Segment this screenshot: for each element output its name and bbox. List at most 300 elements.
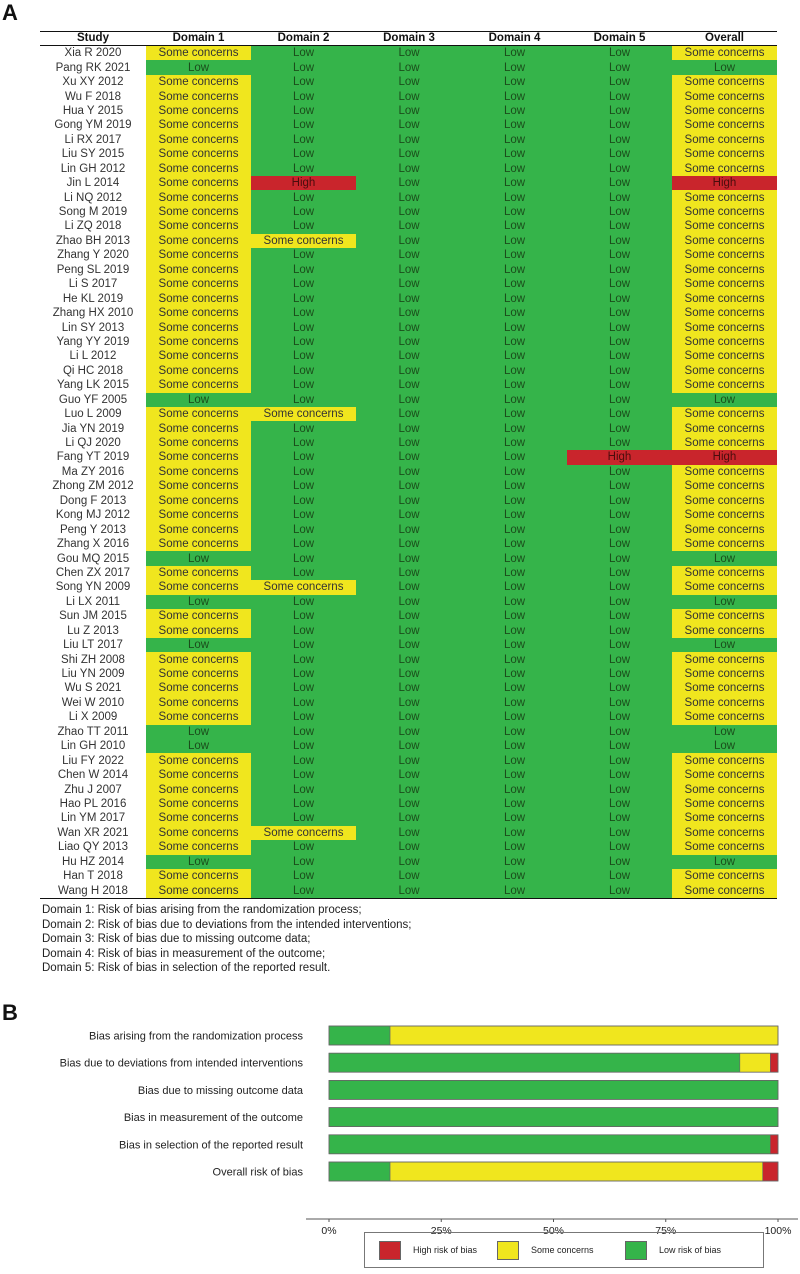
judgement-domain-5: Low — [567, 840, 672, 854]
header-domain-3: Domain 3 — [356, 32, 462, 46]
study-name: Liu YN 2009 — [61, 668, 125, 681]
judgement-domain-1: Low — [146, 551, 251, 565]
judgement-domain-4: Low — [462, 782, 567, 796]
judgement-domain-3: Low — [356, 147, 462, 161]
judgement-domain-3: Low — [356, 89, 462, 103]
judgement-domain-2: Low — [251, 494, 356, 508]
judgement-domain-3: Low — [356, 508, 462, 522]
category-label: Bias arising from the randomization process — [89, 1030, 303, 1043]
judgement-domain-1: Some concerns — [146, 768, 251, 782]
judgement-domain-4: Low — [462, 378, 567, 392]
judgement-domain-3: Low — [356, 595, 462, 609]
judgement-domain-5: Low — [567, 696, 672, 710]
judgement-overall: Low — [672, 855, 777, 869]
bar-segment-high — [770, 1135, 778, 1154]
table-row — [40, 494, 777, 508]
study-name: Song YN 2009 — [55, 581, 131, 594]
study-name: Qi HC 2018 — [62, 364, 124, 377]
table-row — [40, 291, 777, 305]
judgement-domain-4: Low — [462, 364, 567, 378]
judgement-domain-4: Low — [462, 450, 567, 464]
judgement-domain-5: Low — [567, 104, 672, 118]
table-row — [40, 681, 777, 695]
table-row — [40, 753, 777, 767]
study-name: Wu S 2021 — [64, 682, 122, 695]
study-name: Yang LK 2015 — [56, 379, 130, 392]
judgement-domain-1: Some concerns — [146, 450, 251, 464]
judgement-domain-5: Low — [567, 551, 672, 565]
x-tick-label: 100% — [764, 1225, 792, 1237]
domain-notes — [42, 903, 411, 976]
study-name: Xu XY 2012 — [62, 76, 124, 89]
judgement-domain-2: Low — [251, 739, 356, 753]
table-row — [40, 797, 777, 811]
table-row — [40, 393, 777, 407]
table-row — [40, 450, 777, 464]
judgement-domain-1: Some concerns — [146, 580, 251, 594]
judgement-domain-1: Some concerns — [146, 306, 251, 320]
table-row — [40, 60, 777, 74]
judgement-domain-5: Low — [567, 782, 672, 796]
study-name: Lin GH 2010 — [60, 740, 126, 753]
judgement-domain-4: Low — [462, 75, 567, 89]
judgement-domain-3: Low — [356, 133, 462, 147]
judgement-domain-4: Low — [462, 89, 567, 103]
judgement-domain-5: Low — [567, 349, 672, 363]
judgement-domain-4: Low — [462, 840, 567, 854]
table-row — [40, 566, 777, 580]
study-name: Li L 2012 — [69, 350, 117, 363]
table-row — [40, 162, 777, 176]
judgement-domain-5: Low — [567, 479, 672, 493]
judgement-overall: Some concerns — [672, 624, 777, 638]
study-name: Li QJ 2020 — [65, 437, 121, 450]
judgement-domain-3: Low — [356, 725, 462, 739]
domain-note-2: Domain 2: Risk of bias due to deviations from the intended interventions; — [42, 918, 412, 931]
judgement-overall: Some concerns — [672, 219, 777, 233]
judgement-domain-5: Low — [567, 595, 672, 609]
bar-segment-low — [329, 1108, 778, 1127]
judgement-overall: Some concerns — [672, 263, 777, 277]
judgement-domain-2: Low — [251, 652, 356, 666]
judgement-overall: Some concerns — [672, 753, 777, 767]
study-name: Wang H 2018 — [40, 883, 146, 898]
domain-note-4: Domain 4: Risk of bias in measurement of the outcome; — [42, 947, 326, 960]
judgement-domain-3: Low — [356, 104, 462, 118]
judgement-domain-2: Low — [251, 811, 356, 825]
judgement-domain-1: Some concerns — [146, 219, 251, 233]
judgement-domain-3: Low — [356, 335, 462, 349]
judgement-overall: Some concerns — [672, 306, 777, 320]
study-name: Sun JM 2015 — [59, 610, 127, 623]
study-name: Li RX 2017 — [64, 133, 122, 146]
judgement-domain-3: Low — [356, 883, 462, 898]
judgement-domain-2: Some concerns — [251, 826, 356, 840]
judgement-domain-3: Low — [356, 753, 462, 767]
judgement-domain-2: Low — [251, 335, 356, 349]
judgement-domain-1: Some concerns — [146, 291, 251, 305]
table-row — [40, 595, 777, 609]
judgement-domain-2: Low — [251, 349, 356, 363]
judgement-domain-5: Low — [567, 797, 672, 811]
judgement-domain-4: Low — [462, 883, 567, 898]
judgement-domain-5: Low — [567, 609, 672, 623]
judgement-domain-5: Low — [567, 826, 672, 840]
judgement-domain-2: Low — [251, 60, 356, 74]
judgement-domain-1: Some concerns — [146, 133, 251, 147]
judgement-domain-4: Low — [462, 407, 567, 421]
judgement-domain-3: Low — [356, 205, 462, 219]
table-row — [40, 176, 777, 190]
table-row — [40, 580, 777, 594]
judgement-domain-3: Low — [356, 551, 462, 565]
judgement-domain-5: Low — [567, 768, 672, 782]
table-row — [40, 104, 777, 118]
judgement-domain-2: Low — [251, 291, 356, 305]
judgement-domain-4: Low — [462, 667, 567, 681]
judgement-domain-4: Low — [462, 104, 567, 118]
judgement-overall: Low — [672, 595, 777, 609]
judgement-domain-3: Low — [356, 436, 462, 450]
judgement-overall: Some concerns — [672, 826, 777, 840]
table-row — [40, 696, 777, 710]
study-name: Zhu J 2007 — [64, 783, 122, 796]
bar-segment-low — [329, 1026, 390, 1045]
judgement-domain-3: Low — [356, 320, 462, 334]
judgement-domain-5: Low — [567, 335, 672, 349]
judgement-domain-5: Low — [567, 508, 672, 522]
judgement-overall: Some concerns — [672, 667, 777, 681]
study-name: Guo YF 2005 — [58, 393, 128, 406]
judgement-domain-4: Low — [462, 190, 567, 204]
judgement-domain-4: Low — [462, 609, 567, 623]
panel-b-label: B — [2, 1000, 18, 1025]
judgement-overall: Some concerns — [672, 465, 777, 479]
judgement-domain-3: Low — [356, 162, 462, 176]
table-row — [40, 421, 777, 435]
table-row — [40, 118, 777, 132]
judgement-domain-2: Some concerns — [251, 580, 356, 594]
judgement-overall: Some concerns — [672, 46, 777, 61]
judgement-domain-1: Some concerns — [146, 522, 251, 536]
judgement-overall: Low — [672, 551, 777, 565]
judgement-domain-3: Low — [356, 681, 462, 695]
judgement-domain-4: Low — [462, 508, 567, 522]
table-row — [40, 479, 777, 493]
judgement-domain-2: Low — [251, 566, 356, 580]
judgement-domain-3: Low — [356, 522, 462, 536]
study-name: Zhang Y 2020 — [57, 249, 129, 262]
study-name: Zhao TT 2011 — [57, 725, 129, 738]
judgement-domain-3: Low — [356, 537, 462, 551]
table-row — [40, 407, 777, 421]
study-name: Lin YM 2017 — [60, 812, 126, 825]
judgement-overall: Some concerns — [672, 162, 777, 176]
judgement-overall: Some concerns — [672, 652, 777, 666]
judgement-domain-2: Low — [251, 551, 356, 565]
judgement-overall: Some concerns — [672, 479, 777, 493]
judgement-domain-1: Some concerns — [146, 494, 251, 508]
judgement-overall: Some concerns — [672, 89, 777, 103]
header-domain-1: Domain 1 — [146, 32, 251, 46]
judgement-domain-5: Low — [567, 75, 672, 89]
table-row — [40, 205, 777, 219]
judgement-domain-5: Low — [567, 190, 672, 204]
legend-label-low: Low risk of bias — [659, 1245, 722, 1255]
table-row — [40, 725, 777, 739]
judgement-domain-4: Low — [462, 537, 567, 551]
judgement-domain-2: Low — [251, 609, 356, 623]
judgement-domain-3: Low — [356, 219, 462, 233]
judgement-domain-1: Some concerns — [146, 869, 251, 883]
study-name: Luo L 2009 — [64, 408, 122, 421]
header-domain-4: Domain 4 — [462, 32, 567, 46]
judgement-domain-3: Low — [356, 826, 462, 840]
judgement-domain-4: Low — [462, 479, 567, 493]
judgement-domain-1: Low — [146, 595, 251, 609]
judgement-overall: Low — [672, 638, 777, 652]
category-label: Bias in selection of the reported result — [118, 1139, 303, 1152]
judgement-domain-4: Low — [462, 393, 567, 407]
judgement-domain-4: Low — [462, 436, 567, 450]
judgement-domain-2: Low — [251, 696, 356, 710]
judgement-domain-3: Low — [356, 176, 462, 190]
judgement-domain-5: Low — [567, 624, 672, 638]
study-name: Li NQ 2012 — [63, 191, 123, 204]
study-name: Jin L 2014 — [66, 177, 120, 190]
judgement-domain-2: Low — [251, 393, 356, 407]
judgement-domain-3: Low — [356, 811, 462, 825]
study-name: Ma ZY 2016 — [61, 465, 125, 478]
table-row — [40, 263, 777, 277]
study-name: Liu SY 2015 — [61, 148, 125, 161]
study-name: Peng Y 2013 — [59, 523, 127, 536]
judgement-overall: Some concerns — [672, 609, 777, 623]
judgement-overall: Some concerns — [672, 508, 777, 522]
table-row — [40, 739, 777, 753]
judgement-domain-4: Low — [462, 725, 567, 739]
judgement-domain-4: Low — [462, 652, 567, 666]
legend-label-some: Some concerns — [531, 1245, 594, 1255]
study-name: Jia YN 2019 — [61, 422, 125, 435]
header-overall: Overall — [672, 32, 777, 46]
judgement-domain-4: Low — [462, 739, 567, 753]
judgement-overall: Some concerns — [672, 869, 777, 883]
judgement-domain-1: Some concerns — [146, 826, 251, 840]
table-row — [40, 89, 777, 103]
judgement-domain-3: Low — [356, 378, 462, 392]
judgement-domain-1: Some concerns — [146, 46, 251, 61]
judgement-domain-1: Some concerns — [146, 349, 251, 363]
judgement-domain-1: Some concerns — [146, 566, 251, 580]
judgement-domain-5: Low — [567, 378, 672, 392]
table-row — [40, 133, 777, 147]
judgement-domain-3: Low — [356, 739, 462, 753]
judgement-domain-3: Low — [356, 248, 462, 262]
judgement-domain-1: Some concerns — [146, 335, 251, 349]
judgement-domain-3: Low — [356, 364, 462, 378]
judgement-domain-2: Low — [251, 104, 356, 118]
judgement-domain-5: Low — [567, 306, 672, 320]
x-tick-label: 0% — [321, 1225, 337, 1237]
judgement-domain-4: Low — [462, 551, 567, 565]
judgement-domain-1: Some concerns — [146, 104, 251, 118]
judgement-domain-2: Low — [251, 133, 356, 147]
study-name: Pang RK 2021 — [55, 61, 131, 74]
judgement-domain-2: Low — [251, 855, 356, 869]
judgement-domain-5: Low — [567, 118, 672, 132]
table-row — [40, 768, 777, 782]
judgement-domain-4: Low — [462, 60, 567, 74]
judgement-domain-4: Low — [462, 855, 567, 869]
judgement-domain-1: Low — [146, 638, 251, 652]
judgement-overall: Some concerns — [672, 768, 777, 782]
judgement-domain-2: Low — [251, 782, 356, 796]
table-row — [40, 840, 777, 854]
judgement-domain-4: Low — [462, 133, 567, 147]
judgement-domain-5: Low — [567, 46, 672, 61]
bar-segment-low — [329, 1080, 778, 1099]
judgement-overall: Some concerns — [672, 522, 777, 536]
table-row — [40, 667, 777, 681]
study-name: Lu Z 2013 — [67, 624, 119, 637]
judgement-domain-5: Low — [567, 393, 672, 407]
table-row — [40, 320, 777, 334]
study-name: Liu LT 2017 — [63, 639, 123, 652]
judgement-domain-2: Low — [251, 421, 356, 435]
judgement-overall: Some concerns — [672, 681, 777, 695]
header-domain-2: Domain 2 — [251, 32, 356, 46]
judgement-domain-2: Low — [251, 364, 356, 378]
judgement-domain-1: Some concerns — [146, 840, 251, 854]
domain-note-5: Domain 5: Risk of bias in selection of the reported result. — [42, 962, 331, 975]
judgement-domain-1: Some concerns — [146, 652, 251, 666]
judgement-domain-1: Some concerns — [146, 811, 251, 825]
judgement-domain-1: Some concerns — [146, 205, 251, 219]
judgement-domain-2: Low — [251, 869, 356, 883]
judgement-domain-5: Low — [567, 176, 672, 190]
study-name: Zhao BH 2013 — [55, 234, 131, 247]
bar-segment-some — [390, 1026, 778, 1045]
judgement-overall: Some concerns — [672, 349, 777, 363]
judgement-overall: Some concerns — [672, 710, 777, 724]
judgement-domain-4: Low — [462, 176, 567, 190]
judgement-domain-5: Low — [567, 667, 672, 681]
judgement-domain-1: Some concerns — [146, 277, 251, 291]
study-name: Hu HZ 2014 — [61, 855, 124, 868]
judgement-domain-1: Low — [146, 725, 251, 739]
judgement-domain-1: Low — [146, 60, 251, 74]
judgement-domain-2: Low — [251, 883, 356, 898]
legend-swatch-low — [625, 1241, 647, 1260]
judgement-domain-3: Low — [356, 306, 462, 320]
judgement-overall: Some concerns — [672, 190, 777, 204]
judgement-domain-2: Low — [251, 162, 356, 176]
judgement-domain-5: Low — [567, 883, 672, 898]
table-row — [40, 537, 777, 551]
judgement-domain-2: Low — [251, 624, 356, 638]
judgement-domain-3: Low — [356, 494, 462, 508]
judgement-domain-1: Some concerns — [146, 407, 251, 421]
judgement-domain-5: High — [567, 450, 672, 464]
study-name: Chen ZX 2017 — [55, 566, 131, 579]
judgement-domain-5: Low — [567, 205, 672, 219]
judgement-domain-4: Low — [462, 118, 567, 132]
study-name: Wan XR 2021 — [57, 826, 129, 839]
judgement-domain-1: Some concerns — [146, 782, 251, 796]
judgement-domain-1: Some concerns — [146, 378, 251, 392]
judgement-domain-3: Low — [356, 277, 462, 291]
judgement-domain-3: Low — [356, 75, 462, 89]
judgement-overall: Some concerns — [672, 421, 777, 435]
judgement-domain-4: Low — [462, 624, 567, 638]
category-label: Overall risk of bias — [212, 1166, 303, 1179]
bar-segment-high — [770, 1053, 778, 1072]
judgement-domain-4: Low — [462, 349, 567, 363]
judgement-domain-3: Low — [356, 580, 462, 594]
table-row — [40, 364, 777, 378]
judgement-domain-1: Some concerns — [146, 421, 251, 435]
judgement-domain-2: Low — [251, 277, 356, 291]
judgement-domain-3: Low — [356, 652, 462, 666]
judgement-domain-5: Low — [567, 753, 672, 767]
judgement-domain-5: Low — [567, 681, 672, 695]
judgement-domain-3: Low — [356, 710, 462, 724]
judgement-domain-3: Low — [356, 291, 462, 305]
study-name: Dong F 2013 — [59, 494, 127, 507]
judgement-domain-2: Low — [251, 465, 356, 479]
judgement-domain-4: Low — [462, 580, 567, 594]
study-name: Han T 2018 — [63, 870, 123, 883]
judgement-domain-2: Low — [251, 46, 356, 61]
judgement-domain-3: Low — [356, 118, 462, 132]
table-row — [40, 349, 777, 363]
judgement-domain-5: Low — [567, 162, 672, 176]
judgement-domain-1: Some concerns — [146, 624, 251, 638]
judgement-domain-4: Low — [462, 147, 567, 161]
judgement-domain-1: Some concerns — [146, 681, 251, 695]
judgement-domain-4: Low — [462, 595, 567, 609]
judgement-domain-1: Some concerns — [146, 147, 251, 161]
judgement-domain-4: Low — [462, 494, 567, 508]
judgement-domain-1: Some concerns — [146, 883, 251, 898]
judgement-domain-5: Low — [567, 421, 672, 435]
table-row — [40, 378, 777, 392]
table-row — [40, 883, 777, 898]
summary-bar-chart — [0, 1025, 800, 1237]
judgement-domain-3: Low — [356, 393, 462, 407]
judgement-domain-2: Low — [251, 638, 356, 652]
judgement-domain-2: Low — [251, 89, 356, 103]
table-header-row — [40, 32, 777, 46]
judgement-domain-5: Low — [567, 537, 672, 551]
judgement-domain-3: Low — [356, 349, 462, 363]
judgement-domain-5: Low — [567, 291, 672, 305]
judgement-domain-2: Low — [251, 667, 356, 681]
judgement-domain-4: Low — [462, 46, 567, 61]
judgement-domain-4: Low — [462, 768, 567, 782]
judgement-domain-2: Low — [251, 768, 356, 782]
judgement-domain-2: Low — [251, 595, 356, 609]
bar-segment-some — [390, 1162, 763, 1181]
bar-segment-low — [329, 1162, 390, 1181]
table-row — [40, 46, 777, 61]
judgement-domain-3: Low — [356, 479, 462, 493]
judgement-overall: Low — [672, 725, 777, 739]
judgement-domain-1: Some concerns — [146, 753, 251, 767]
judgement-domain-2: Low — [251, 306, 356, 320]
judgement-domain-4: Low — [462, 277, 567, 291]
